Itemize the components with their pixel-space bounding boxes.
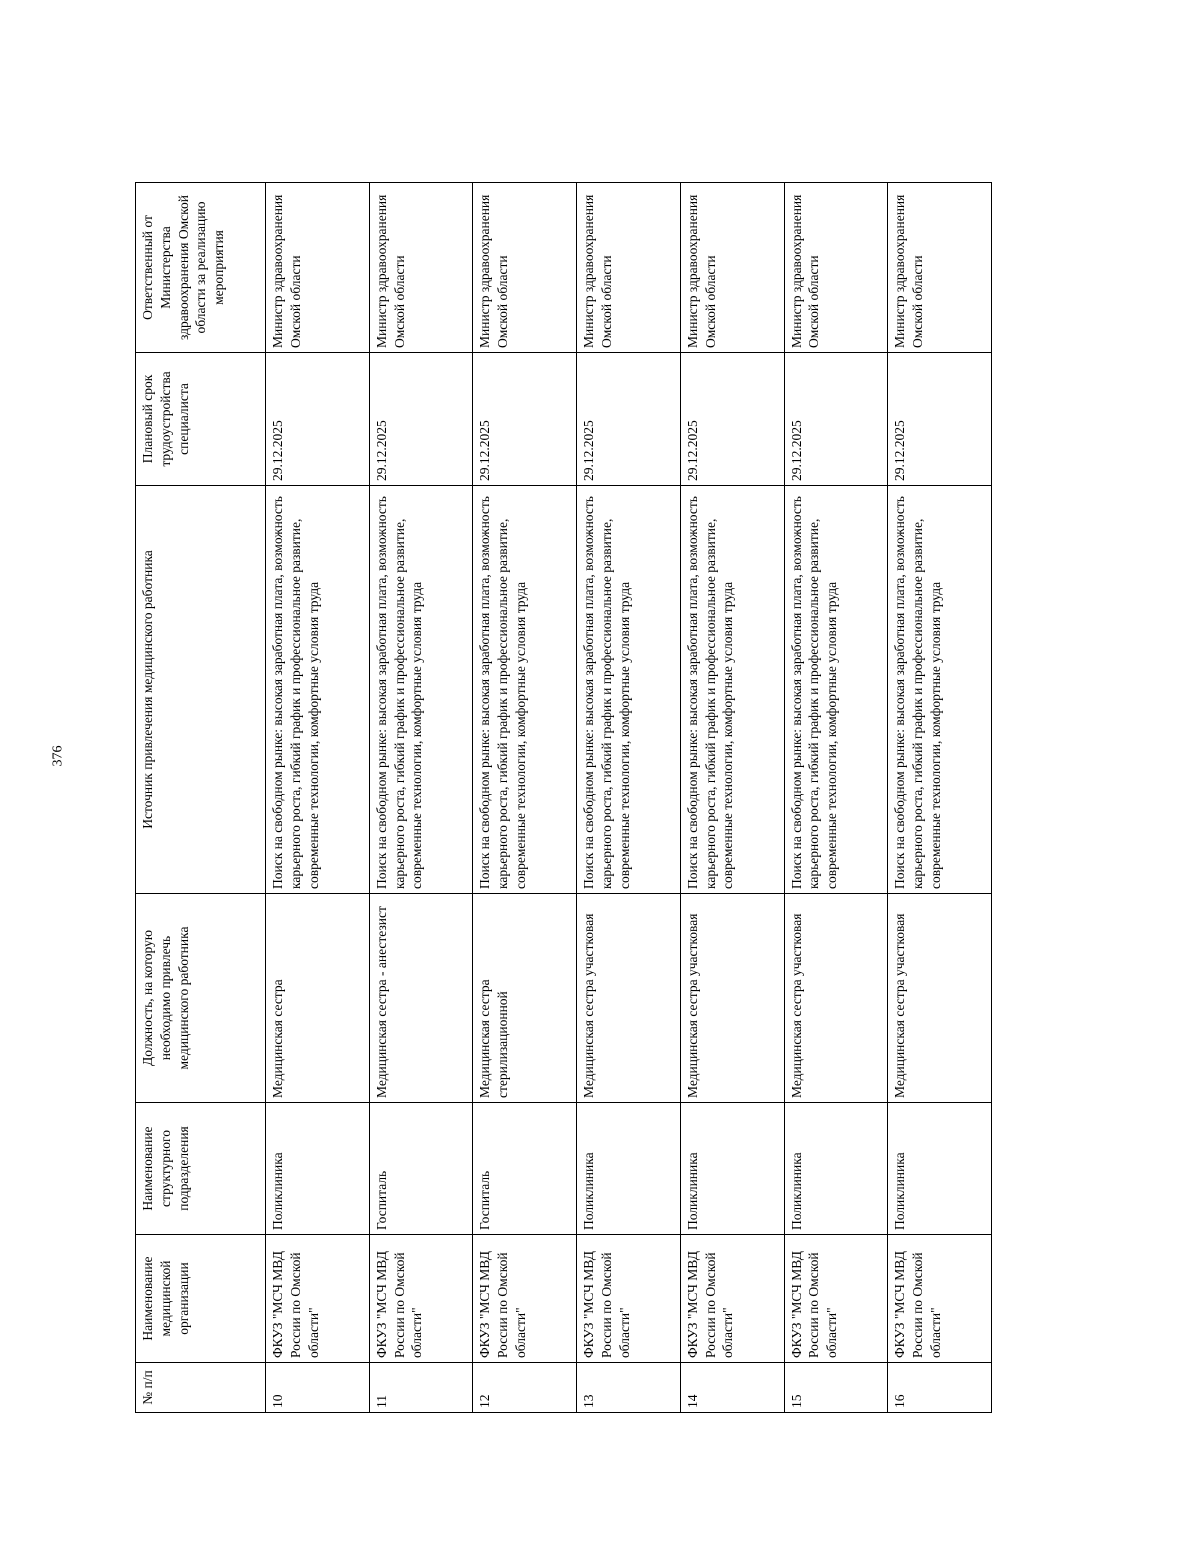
cell-date: 29.12.2025 [266, 353, 370, 486]
cell-position: Медицинская сестра участковая [888, 894, 992, 1103]
cell-organization: ФКУЗ "МСЧ МВД России по Омской области" [369, 1235, 473, 1363]
cell-date: 29.12.2025 [369, 353, 473, 486]
cell-organization: ФКУЗ "МСЧ МВД России по Омской области" [888, 1235, 992, 1363]
header-date: Плановый срок трудоустройства специалиста [136, 353, 266, 486]
cell-date: 29.12.2025 [784, 353, 888, 486]
cell-source: Поиск на свободном рынке: высокая заработная плата, возможность карьерного роста, гибкий график и профессиональное развитие, современные технологии, комфортные условия труда [369, 486, 473, 894]
cell-source: Поиск на свободном рынке: высокая заработная плата, возможность карьерного роста, гибкий график и профессиональное развитие, современные технологии, комфортные условия труда [266, 486, 370, 894]
cell-date: 29.12.2025 [473, 353, 577, 486]
page-number: 376 [50, 745, 66, 767]
cell-date: 29.12.2025 [888, 353, 992, 486]
cell-responsible: Министр здравоохранения Омской области [888, 183, 992, 353]
cell-position: Медицинская сестра участковая [680, 894, 784, 1103]
cell-position: Медицинская сестра стерилизационной [473, 894, 577, 1103]
cell-number: 14 [680, 1363, 784, 1413]
cell-position: Медицинская сестра [266, 894, 370, 1103]
cell-date: 29.12.2025 [680, 353, 784, 486]
cell-responsible: Министр здравоохранения Омской области [473, 183, 577, 353]
cell-department: Госпиталь [473, 1103, 577, 1235]
cell-department: Поликлиника [680, 1103, 784, 1235]
cell-source: Поиск на свободном рынке: высокая заработная плата, возможность карьерного роста, гибкий график и профессиональное развитие, современные технологии, комфортные условия труда [680, 486, 784, 894]
cell-department: Поликлиника [577, 1103, 681, 1235]
cell-position: Медицинская сестра - анестезист [369, 894, 473, 1103]
cell-organization: ФКУЗ "МСЧ МВД России по Омской области" [577, 1235, 681, 1363]
table-row [266, 183, 370, 1413]
cell-number: 12 [473, 1363, 577, 1413]
header-number: № п/п [136, 1363, 266, 1413]
cell-source: Поиск на свободном рынке: высокая заработная плата, возможность карьерного роста, гибкий график и профессиональное развитие, современные технологии, комфортные условия труда [888, 486, 992, 894]
cell-department: Госпиталь [369, 1103, 473, 1235]
cell-date: 29.12.2025 [577, 353, 681, 486]
cell-responsible: Министр здравоохранения Омской области [784, 183, 888, 353]
cell-organization: ФКУЗ "МСЧ МВД России по Омской области" [680, 1235, 784, 1363]
cell-responsible: Министр здравоохранения Омской области [680, 183, 784, 353]
table-row [577, 183, 681, 1413]
header-department: Наименование структурного подразделения [136, 1103, 266, 1235]
rotated-table-wrapper [135, 183, 992, 1413]
header-responsible: Ответственный от Министерства здравоохранения Омской области за реализацию мероприятия [136, 183, 266, 353]
header-organization: Наименование медицинской организации [136, 1235, 266, 1363]
cell-source: Поиск на свободном рынке: высокая заработная плата, возможность карьерного роста, гибкий график и профессиональное развитие, современные технологии, комфортные условия труда [577, 486, 681, 894]
cell-number: 10 [266, 1363, 370, 1413]
cell-responsible: Министр здравоохранения Омской области [369, 183, 473, 353]
cell-position: Медицинская сестра участковая [577, 894, 681, 1103]
table-row [888, 183, 992, 1413]
cell-responsible: Министр здравоохранения Омской области [266, 183, 370, 353]
table-row [784, 183, 888, 1413]
cell-organization: ФКУЗ "МСЧ МВД России по Омской области" [473, 1235, 577, 1363]
table-row [680, 183, 784, 1413]
table-row [473, 183, 577, 1413]
header-source: Источник привлечения медицинского работника [136, 486, 266, 894]
staffing-table [135, 182, 992, 1413]
cell-department: Поликлиника [266, 1103, 370, 1235]
table-header-row [136, 183, 266, 1413]
cell-source: Поиск на свободном рынке: высокая заработная плата, возможность карьерного роста, гибкий график и профессиональное развитие, современные технологии, комфортные условия труда [784, 486, 888, 894]
table-row [369, 183, 473, 1413]
cell-number: 13 [577, 1363, 681, 1413]
cell-department: Поликлиника [784, 1103, 888, 1235]
cell-organization: ФКУЗ "МСЧ МВД России по Омской области" [266, 1235, 370, 1363]
cell-position: Медицинская сестра участковая [784, 894, 888, 1103]
cell-number: 16 [888, 1363, 992, 1413]
cell-department: Поликлиника [888, 1103, 992, 1235]
cell-number: 11 [369, 1363, 473, 1413]
cell-source: Поиск на свободном рынке: высокая заработная плата, возможность карьерного роста, гибкий график и профессиональное развитие, современные технологии, комфортные условия труда [473, 486, 577, 894]
cell-organization: ФКУЗ "МСЧ МВД России по Омской области" [784, 1235, 888, 1363]
cell-number: 15 [784, 1363, 888, 1413]
header-position: Должность, на которую необходимо привлечь медицинского работника [136, 894, 266, 1103]
cell-responsible: Министр здравоохранения Омской области [577, 183, 681, 353]
